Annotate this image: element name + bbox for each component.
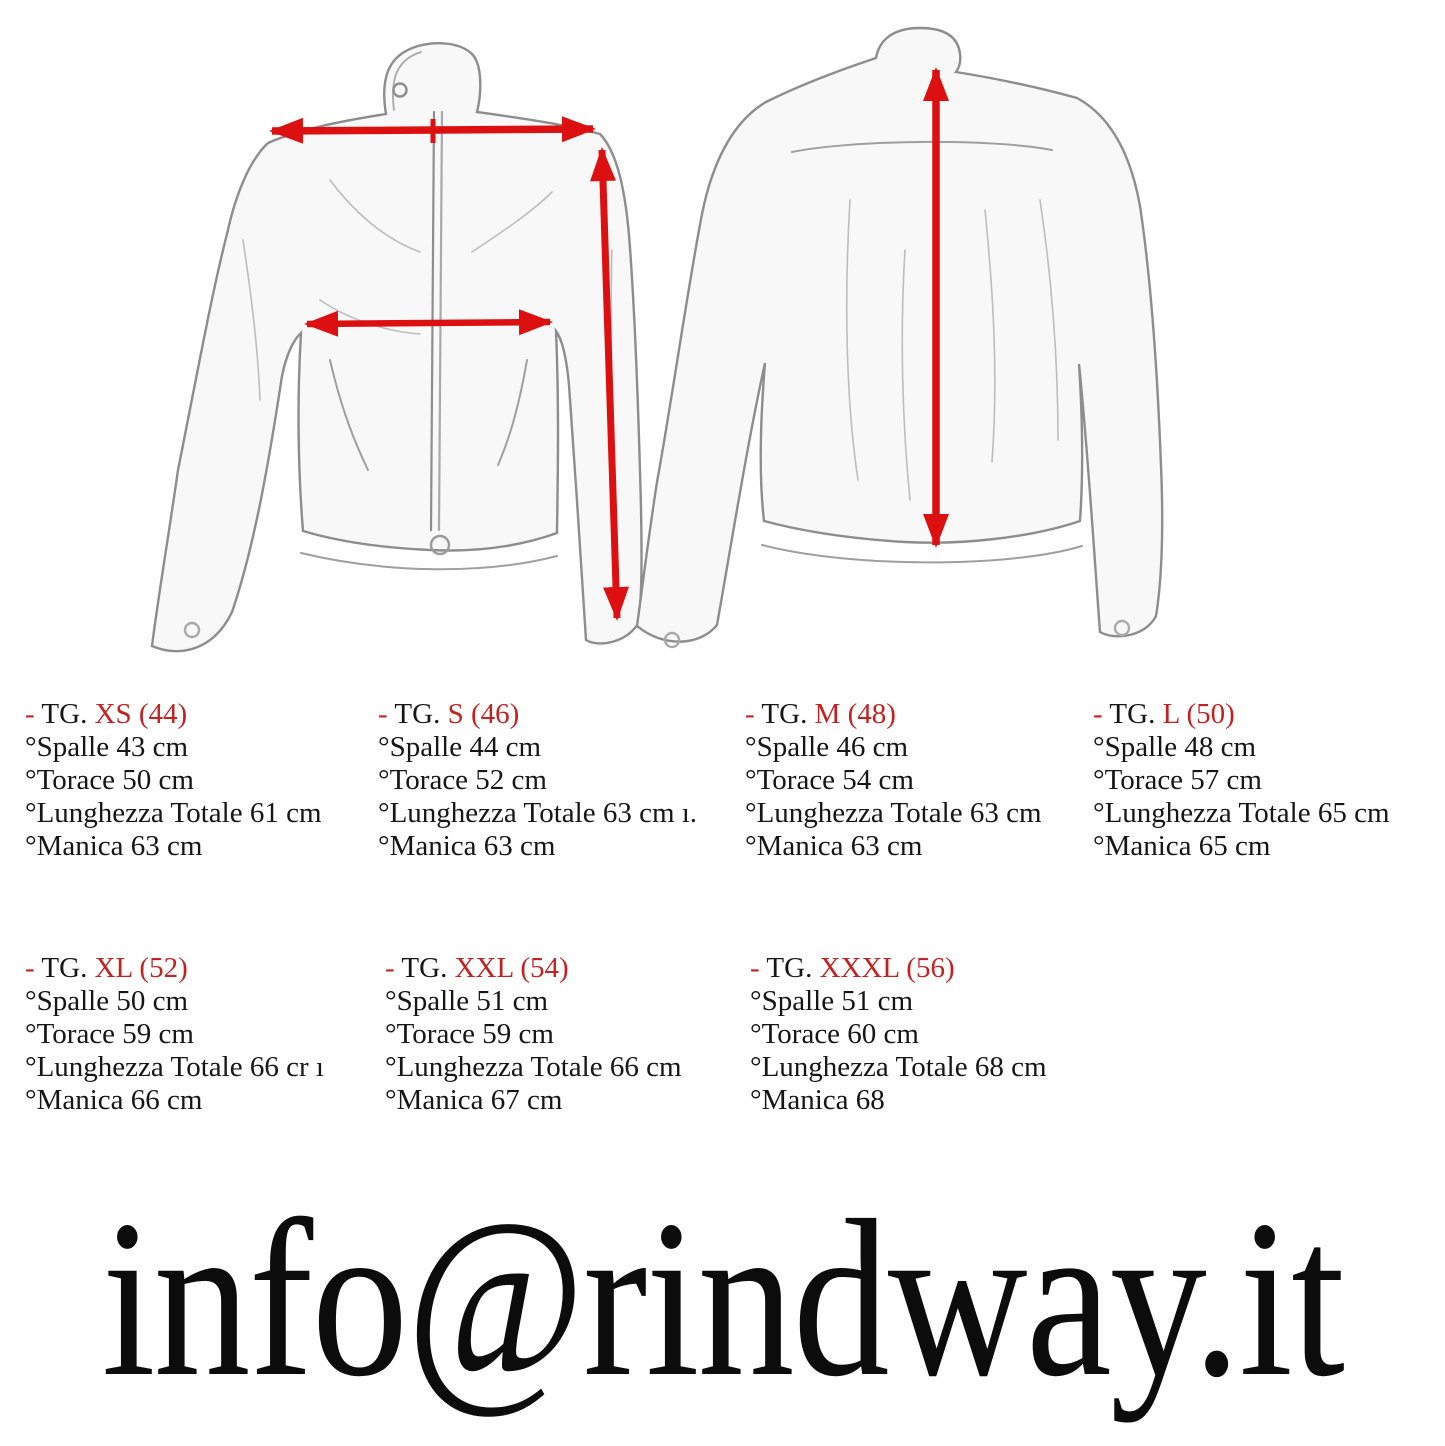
measure-torace: °Torace 50 cm [25, 764, 194, 796]
size-title: - TG. XXXL (56) [750, 952, 955, 984]
measure-torace: °Torace 60 cm [750, 1018, 919, 1050]
size-title: - TG. M (48) [745, 698, 896, 730]
measure-spalle: °Spalle 51 cm [750, 985, 914, 1017]
size-title: - TG. L (50) [1093, 698, 1235, 730]
measure-lunghezza: °Lunghezza Totale 66 cm [385, 1051, 682, 1083]
measure-torace: °Torace 54 cm [745, 764, 914, 796]
measure-manica: °Manica 65 cm [1093, 830, 1271, 862]
measure-manica: °Manica 68 [750, 1084, 885, 1116]
size-block-xxxl [750, 952, 1047, 1117]
jacket-back-sketch [637, 28, 1162, 647]
measure-manica: °Manica 67 cm [385, 1084, 563, 1116]
size-title: - TG. XS (44) [25, 698, 188, 730]
measure-torace: °Torace 57 cm [1093, 764, 1262, 796]
measure-manica: °Manica 63 cm [25, 830, 203, 862]
measure-torace: °Torace 59 cm [25, 1018, 194, 1050]
measure-torace: °Torace 59 cm [385, 1018, 554, 1050]
size-block-s [378, 698, 697, 863]
measure-lunghezza: °Lunghezza Totale 66 cr ı [25, 1051, 324, 1083]
measure-lunghezza: °Lunghezza Totale 61 cm [25, 797, 322, 829]
size-block-xs [25, 698, 322, 863]
size-title: - TG. XXL (54) [385, 952, 569, 984]
measure-manica: °Manica 63 cm [745, 830, 923, 862]
size-title: - TG. S (46) [378, 698, 520, 730]
contact-email: info@rindway.it [101, 1173, 1344, 1423]
measure-spalle: °Spalle 46 cm [745, 731, 909, 763]
size-block-xl [25, 952, 324, 1117]
size-block-l [1093, 698, 1390, 863]
size-title: - TG. XL (52) [25, 952, 188, 984]
measure-lunghezza: °Lunghezza Totale 63 cm ı. [378, 797, 698, 829]
measure-lunghezza: °Lunghezza Totale 63 cm [745, 797, 1042, 829]
measure-torace: °Torace 52 cm [378, 764, 547, 796]
measure-manica: °Manica 66 cm [25, 1084, 203, 1116]
size-guide-diagram [0, 0, 1445, 680]
measure-lunghezza: °Lunghezza Totale 68 cm [750, 1051, 1047, 1083]
front-chest-width-arrow [307, 322, 550, 324]
measure-spalle: °Spalle 50 cm [25, 985, 189, 1017]
measure-lunghezza: °Lunghezza Totale 65 cm [1093, 797, 1390, 829]
measure-spalle: °Spalle 44 cm [378, 731, 542, 763]
size-block-m [745, 698, 1042, 863]
measure-spalle: °Spalle 43 cm [25, 731, 189, 763]
jacket-front-sketch [152, 43, 642, 651]
measure-spalle: °Spalle 51 cm [385, 985, 549, 1017]
measure-spalle: °Spalle 48 cm [1093, 731, 1257, 763]
size-block-xxl [385, 952, 682, 1117]
measure-manica: °Manica 63 cm [378, 830, 556, 862]
